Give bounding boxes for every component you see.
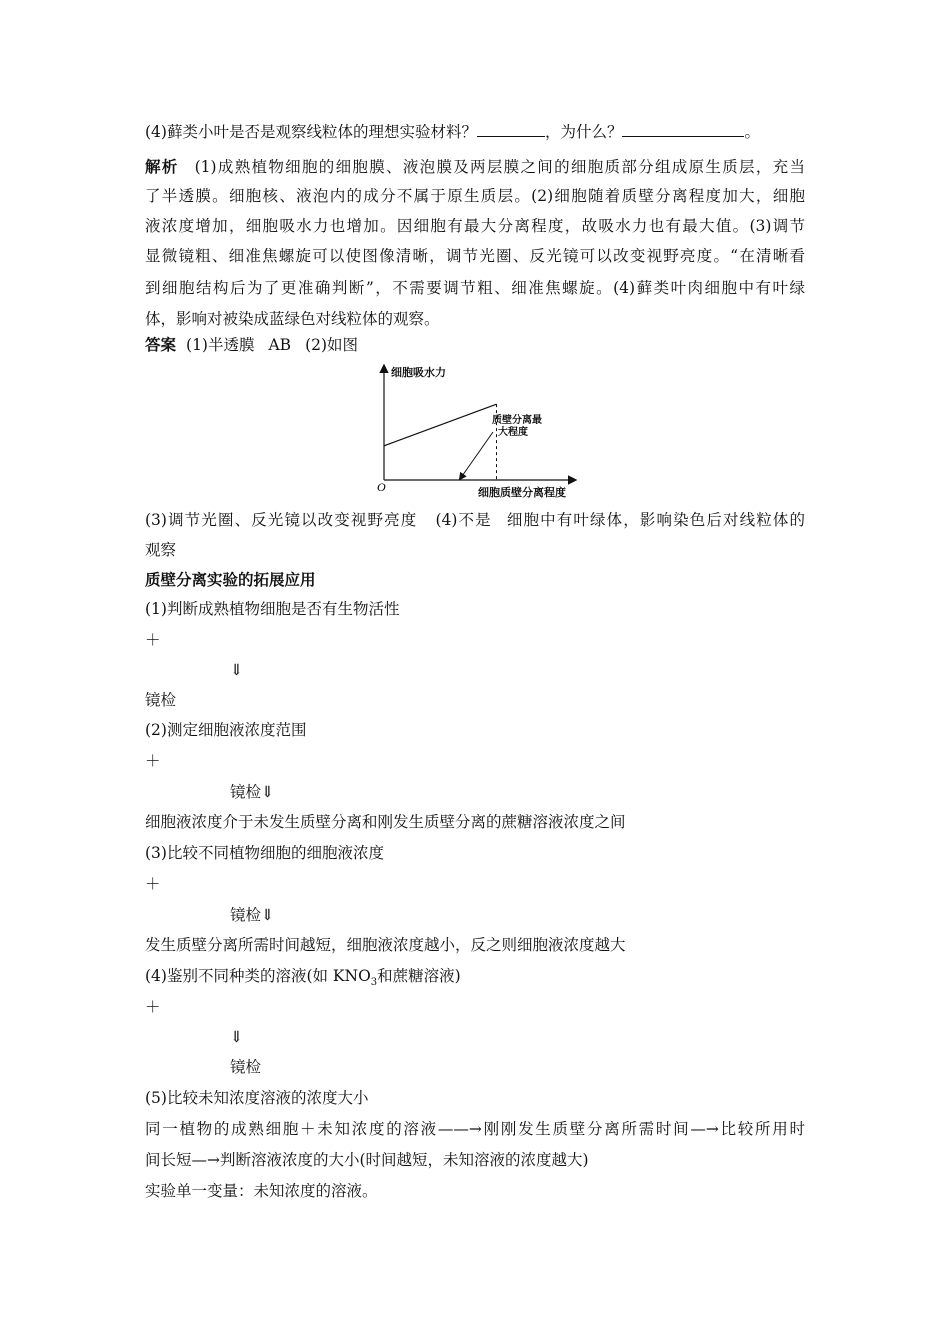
item-2-mid: 镜检⇓ — [230, 783, 274, 801]
answer-blank-1 — [477, 122, 545, 137]
item-3-result: 发生质壁分离所需时间越短，细胞液浓度越小，反之则细胞液浓度越大 — [145, 936, 626, 954]
annotation-line-1: 质壁分离最 — [492, 415, 542, 426]
question-4-text: (4)藓类小叶是否是观察线粒体的理想实验材料？ — [145, 123, 477, 141]
analysis-label: 解析 — [145, 158, 179, 176]
item-1-title: (1)判断成熟植物细胞是否有生物活性 — [145, 600, 400, 618]
answer-part-4a: (4)不是 — [435, 511, 492, 529]
annotation-pointer — [460, 432, 493, 479]
item-4-title-sub: 3 — [370, 977, 378, 989]
origin-label: O — [377, 480, 386, 494]
item-4-title — [145, 966, 461, 993]
analysis-line-6: 体，影响对被染成蓝绿色对线粒体的观察。 — [145, 310, 440, 328]
item-5-line-1: 同一植物的成熟细胞＋未知浓度的溶液——→刚刚发生质壁分离所需时间—→比较所用时 — [145, 1120, 805, 1138]
answer-line-2 — [145, 510, 805, 530]
answer-part-1: (1)半透膜 — [186, 336, 255, 354]
item-2-result: 细胞液浓度介于未发生质壁分离和刚发生质壁分离的蔗糖溶液浓度之间 — [145, 813, 626, 831]
item-3-plus: ＋ — [145, 875, 161, 893]
item-4-title-a: (4)鉴别不同种类的溶液(如 KNO — [145, 967, 371, 985]
answer-label: 答案 — [145, 336, 177, 354]
item-1-arrow: ⇓ — [230, 661, 243, 679]
water-absorption-chart — [370, 360, 590, 500]
answer-part-2: (2)如图 — [305, 336, 359, 354]
series-line — [384, 404, 497, 446]
question-4-separator: ，为什么？ — [544, 123, 623, 141]
x-axis-label: 细胞质壁分离程度 — [478, 486, 566, 499]
item-2-plus: ＋ — [145, 752, 161, 770]
answer-line-3: 观察 — [145, 541, 177, 559]
item-5-line-2: 间长短—→判断溶液浓度的大小(时间越短，未知溶液的浓度越大) — [145, 1151, 589, 1169]
analysis-text-1: (1)成熟植物细胞的细胞膜、液泡膜及两层膜之间的细胞质部分组成原生质层，充当 — [194, 158, 805, 176]
item-1-result: 镜检 — [145, 691, 177, 709]
analysis-line-4: 显微镜粗、细准焦螺旋可以使图像清晰，调节光圈、反光镜可以改变视野亮度。“在清晰看 — [145, 247, 805, 265]
analysis-line-5: 到细胞结构后为了更准确判断”，不需要调节粗、细准焦螺旋。(4)藓类叶肉细胞中有叶绿 — [145, 279, 805, 297]
y-axis-label: 细胞吸水力 — [391, 366, 446, 379]
item-2-title: (2)测定细胞液浓度范围 — [145, 721, 307, 739]
answer-part-1-choice: AB — [268, 336, 292, 354]
item-4-result: 镜检 — [230, 1058, 262, 1076]
answer-line-1 — [145, 335, 358, 355]
section-title: 质壁分离实验的拓展应用 — [145, 571, 316, 589]
item-3-mid: 镜检⇓ — [230, 906, 274, 924]
item-4-plus: ＋ — [145, 998, 161, 1016]
item-5-title: (5)比较未知浓度溶液的浓度大小 — [145, 1089, 369, 1107]
item-5-line-3: 实验单一变量：未知浓度的溶液。 — [145, 1182, 378, 1200]
answer-part-3: (3)调节光圈、反光镜以改变视野亮度 — [145, 511, 418, 529]
answer-blank-2 — [622, 122, 744, 137]
question-4-end: 。 — [744, 123, 760, 141]
item-1-plus: ＋ — [145, 631, 161, 649]
analysis-line-1 — [145, 157, 805, 177]
item-4-arrow: ⇓ — [230, 1028, 243, 1046]
question-4 — [145, 122, 760, 142]
analysis-line-3: 液浓度增加，细胞吸水力也增加。因细胞有最大分离程度，故吸水力也有最大值。(3)调节 — [145, 217, 805, 235]
analysis-line-2: 了半透膜。细胞核、液泡内的成分不属于原生质层。(2)细胞随着质壁分离程度加大，细胞 — [145, 187, 805, 205]
item-4-title-b: 和蔗糖溶液) — [377, 967, 461, 985]
item-3-title: (3)比较不同植物细胞的细胞液浓度 — [145, 844, 384, 862]
annotation-line-2: 大程度 — [498, 427, 528, 438]
answer-part-4b: 细胞中有叶绿体，影响染色后对线粒体的 — [505, 511, 805, 529]
